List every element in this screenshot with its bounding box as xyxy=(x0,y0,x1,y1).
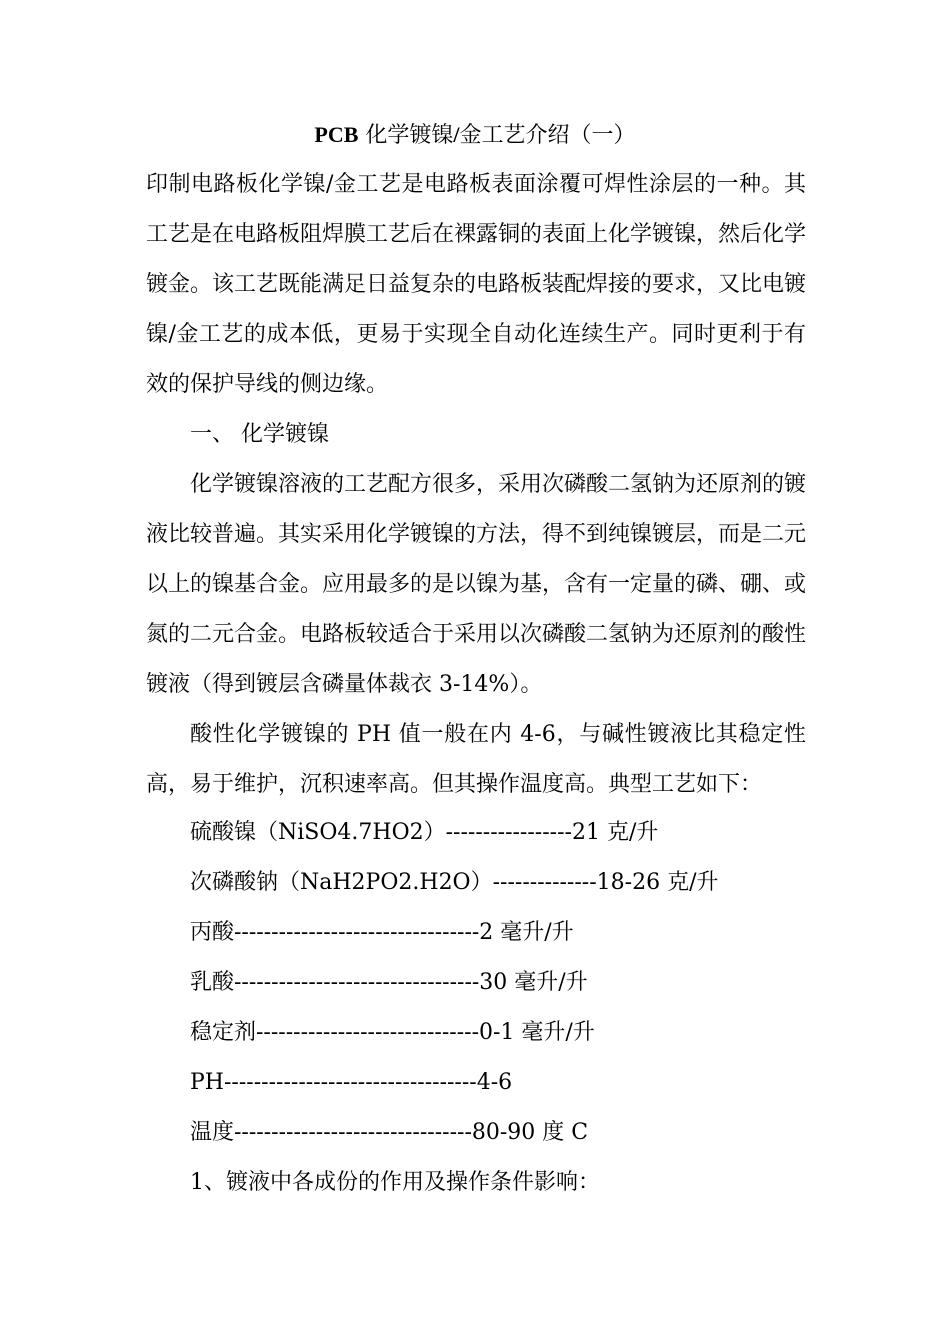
paragraph-2: 化学镀镍溶液的工艺配方很多，采用次磷酸二氢钠为还原剂的镀液比较普遍。其实采用化学镀镍的方法，得不到纯镍镀层，而是二元以上的镍基合金。应用最多的是以镍为基，含有一定量的磷、硼、或氮的二元合金。电路板较适合于采用以次磷酸二氢钠为还原剂的酸性镀液（得到镀层含磷量体裁衣 3-14%）。 xyxy=(146,472,807,697)
recipe-line: 乳酸---------------------------------30 毫升/升 xyxy=(190,970,588,995)
section-heading-1: 一、 化学镀镍 xyxy=(190,422,329,447)
intro-paragraph: 印制电路板化学镍/金工艺是电路板表面涂覆可焊性涂层的一种。其工艺是在电路板阻焊膜工艺后在裸露铜的表面上化学镀镍，然后化学镀金。该工艺既能满足日益复杂的电路板装配焊接的要求，又比电镀镍/金工艺的成本低，更易于实现全自动化连续生产。同时更利于有效的保护导线的侧边缘。 xyxy=(146,172,807,397)
subsection-heading-1: 1、镀液中各成份的作用及操作条件影响： xyxy=(190,1170,600,1195)
recipe-line: PH----------------------------------4-6 xyxy=(190,1070,513,1095)
paragraph-3: 酸性化学镀镍的 PH 值一般在内 4-6，与碱性镀液比其稳定性高，易于维护，沉积速率高。但其操作温度高。典型工艺如下： xyxy=(146,722,806,797)
recipe-line: 丙酸---------------------------------2 毫升/升 xyxy=(190,920,574,945)
recipe-line: 温度--------------------------------80-90 度 C xyxy=(190,1120,589,1145)
title-text-1: 化学镀镍 xyxy=(358,123,454,148)
title-bold-slash: / xyxy=(453,122,460,147)
document-title xyxy=(0,121,950,150)
title-text-2: 金工艺介绍（一） xyxy=(459,123,636,148)
title-bold-prefix: PCB xyxy=(314,122,359,147)
recipe-line: 稳定剂------------------------------0-1 毫升/升 xyxy=(190,1020,595,1045)
recipe-line: 硫酸镍（NiSO4.7HO2）-----------------21 克/升 xyxy=(190,820,659,845)
recipe-line: 次磷酸钠（NaH2PO2.H2O）--------------18-26 克/升 xyxy=(190,870,719,895)
